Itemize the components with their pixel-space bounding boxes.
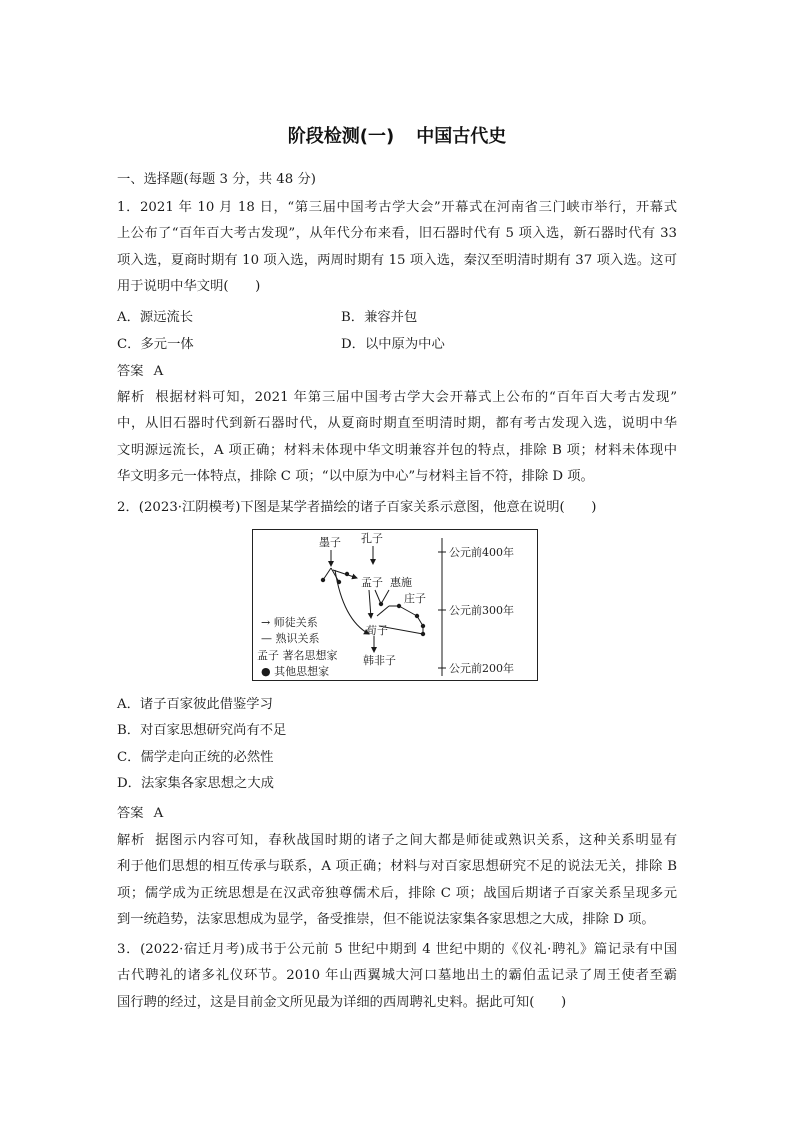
name-huishi: 惠施 xyxy=(390,576,412,589)
name-mozi: 墨子 xyxy=(319,536,341,549)
link-mid-huishi xyxy=(381,590,389,604)
q1-option-b: B．兼容并包 xyxy=(341,310,418,325)
question-1-options xyxy=(117,305,677,358)
dot-2 xyxy=(337,580,341,584)
name-kongzi: 孔子 xyxy=(361,532,383,545)
q1-line-2: 上公布了“百年百大考古发现”，从年代分布来看，旧石器时代有 5 项入选，新石器时代有 33 xyxy=(117,226,677,242)
question-2-analysis xyxy=(117,828,677,934)
q1-line-3: 项入选，夏商时期有 10 项入选，两周时期有 15 项入选，秦汉至明清时期有 37 项入选。这可 xyxy=(117,252,677,268)
q1-option-d: D．以中原为中心 xyxy=(341,336,445,352)
timeline-label-200: 公元前200年 xyxy=(449,662,514,675)
dot-5 xyxy=(397,604,401,608)
q3-line-1: 3．(2022·宿迁月考)成书于公元前 5 世纪中期到 4 世纪中期的《仪礼·聘礼》篇记录有中国 xyxy=(117,942,677,957)
q1-analysis-line-4: 华文明多元一体特点，排除 C 项；“以中原为中心”与材料主旨不符，排除 D 项。 xyxy=(117,469,594,485)
link-mengzi-xunzi xyxy=(369,590,371,618)
q1-option-c: C．多元一体 xyxy=(117,336,194,352)
q2-analysis-label: 解析 xyxy=(117,833,146,848)
question-2-options xyxy=(117,692,677,798)
link-xunzi-chain xyxy=(377,606,389,616)
timeline-axis xyxy=(438,538,446,676)
question-1-answer xyxy=(117,359,677,385)
q2-answer-label: 答案 xyxy=(117,806,144,821)
section-heading-block xyxy=(117,167,677,193)
q1-line-1: 1．2021 年 10 月 18 日，“第三届中国考古学大会”开幕式在河南省三门峡市举行，开幕式 xyxy=(117,200,677,215)
dot-8 xyxy=(421,632,425,636)
q1-option-a: A．源远流长 xyxy=(117,310,194,325)
q2-analysis-line-2: 利于他们思想的相互传承与联系，A 项正确；材料与对百家思想研究不足的说法无关，排除 B xyxy=(117,859,677,875)
q2-answer-value: A xyxy=(153,806,164,821)
name-xunzi: 荀子 xyxy=(366,624,388,637)
title-part-2: 中国古代史 xyxy=(416,126,507,147)
diagram-svg xyxy=(253,530,539,682)
q1-analysis-line-1: 根据材料可知，2021 年第三届中国考古学大会开幕式上公布的“百年百大考古发现” xyxy=(155,390,677,405)
timeline-label-300: 公元前300年 xyxy=(449,604,514,617)
legend-other: ● 其他思想家 xyxy=(261,665,330,678)
dot-4 xyxy=(379,602,383,606)
legend-acquaint: — 熟识关系 xyxy=(261,632,320,645)
q2-stem: 2．(2023·江阴模考)下图是某学者描绘的诸子百家关系示意图，他意在说明( ) xyxy=(117,500,597,515)
link-chain-3 xyxy=(399,606,417,616)
q2-analysis-line-1: 据图示内容可知，春秋战国时期的诸子之间大都是师徒或熟识关系，这种关系明显有 xyxy=(155,833,678,848)
timeline-label-400: 公元前400年 xyxy=(449,546,514,559)
legend-famous: 孟子 著名思想家 xyxy=(257,649,338,662)
link-mengzi-mid xyxy=(375,590,381,604)
q1-answer-value: A xyxy=(153,364,164,379)
q1-analysis-line-2: 中，从旧石器时代到新石器时代，从夏商时期直至明清时期，都有考古发现入选，说明中华 xyxy=(117,416,677,432)
title-part-1: 阶段检测(一) xyxy=(287,126,395,147)
q3-line-2: 古代聘礼的诸多礼仪环节。2010 年山西翼城大河口墓地出土的霸伯盂记录了周王使者至霸 xyxy=(117,968,677,984)
question-1-stem xyxy=(117,195,677,301)
q2-option-d: D．法家集各家思想之大成 xyxy=(117,776,274,792)
q1-answer-label: 答案 xyxy=(117,364,144,379)
q2-option-b: B．对百家思想研究尚有不足 xyxy=(117,723,287,739)
legend-teacher: → 师徒关系 xyxy=(261,616,318,629)
name-mengzi: 孟子 xyxy=(361,576,383,589)
q1-analysis-line-3: 文明源远流长，A 项正确；材料未体现中华文明兼容并包的特点，排除 B 项；材料未体现中 xyxy=(117,442,677,458)
name-zhuangzi: 庄子 xyxy=(404,592,426,605)
page-title xyxy=(0,122,794,148)
q1-analysis-label: 解析 xyxy=(117,390,146,405)
section-heading: 一、选择题(每题 3 分，共 48 分) xyxy=(117,172,316,187)
question-2-stem xyxy=(117,495,677,521)
question-2-answer xyxy=(117,801,677,827)
q2-analysis-line-4: 到一统趋势，法家思想成为显学，备受推崇，但不能说法家集各家思想之大成，排除 D 项。 xyxy=(117,912,655,928)
q3-line-3: 国行聘的经过，这是目前金文所见最为详细的西周聘礼史料。据此可知( ) xyxy=(117,994,567,1010)
name-hanfeizi: 韩非子 xyxy=(363,654,396,667)
q1-line-4: 用于说明中华文明( ) xyxy=(117,279,261,295)
question-3-stem xyxy=(117,937,677,1016)
q2-option-c: C．儒学走向正统的必然性 xyxy=(117,749,274,765)
dot-1 xyxy=(321,578,325,582)
q2-analysis-line-3: 项；儒学成为正统思想是在汉武帝独尊儒术后，排除 C 项；战国后期诸子百家关系呈现多元 xyxy=(117,885,677,901)
question-1-analysis xyxy=(117,385,677,491)
dot-6 xyxy=(415,614,419,618)
dot-7 xyxy=(421,624,425,628)
dot-3 xyxy=(345,572,349,576)
schools-relationship-diagram xyxy=(252,529,538,681)
q2-option-a: A．诸子百家彼此借鉴学习 xyxy=(117,697,273,712)
